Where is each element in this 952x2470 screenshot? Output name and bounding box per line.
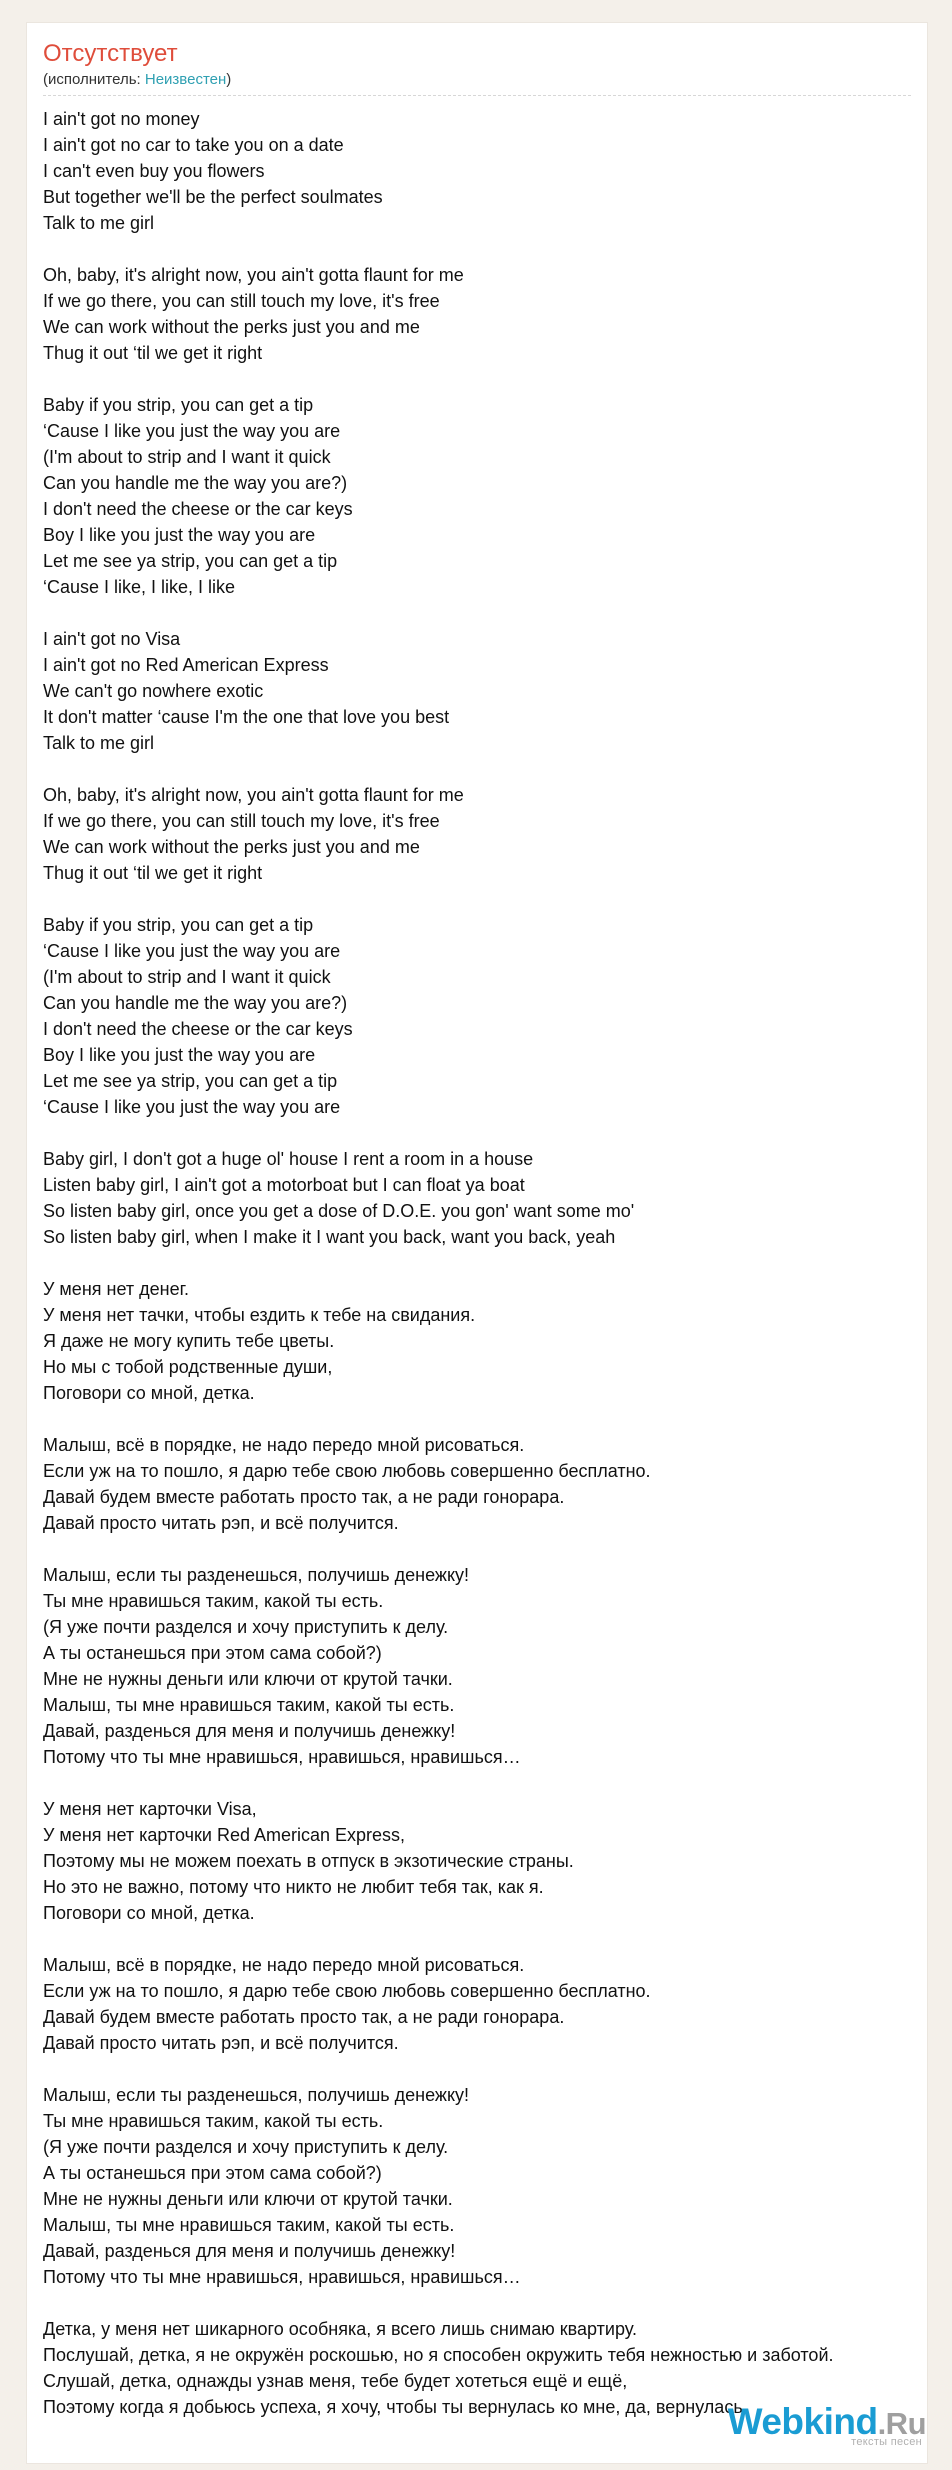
lyric-line: Малыш, если ты разденешься, получишь денежку! <box>43 1565 470 1585</box>
lyric-line: Boy I like you just the way you are <box>43 525 316 545</box>
lyric-line: Потому что ты мне нравишься, нравишься, нравишься… <box>43 2267 521 2287</box>
header-divider <box>43 95 911 96</box>
lyric-line: Поговори со мной, детка. <box>43 1903 255 1923</box>
lyric-line: Baby if you strip, you can get a tip <box>43 395 314 415</box>
lyric-stanza-break <box>43 1250 925 1276</box>
lyric-line: It don't matter ‘cause I'm the one that love you best <box>43 707 450 727</box>
lyric-line: Но мы с тобой родственные души, <box>43 1357 333 1377</box>
artist-link[interactable]: Неизвестен <box>144 71 227 88</box>
lyric-line: (Я уже почти разделся и хочу приступить к делу. <box>43 2137 449 2157</box>
lyric-line: ‘Cause I like you just the way you are <box>43 941 341 961</box>
lyric-line: Слушай, детка, однажды узнав меня, тебе будет хотеться ещё и ещё, <box>43 2371 628 2391</box>
artist-suffix: ) <box>226 71 232 88</box>
webkind-logo[interactable] <box>727 2401 926 2448</box>
lyric-line: А ты останешься при этом сама собой?) <box>43 1643 382 1663</box>
lyric-line: If we go there, you can still touch my love, it's free <box>43 291 440 311</box>
lyric-line: (I'm about to strip and I want it quick <box>43 447 331 467</box>
logo-part-kind: kind <box>803 2401 878 2442</box>
lyric-line: (Я уже почти разделся и хочу приступить к делу. <box>43 1617 449 1637</box>
lyric-line: Can you handle me the way you are?) <box>43 473 348 493</box>
lyric-stanza-break <box>43 1406 925 1432</box>
song-header <box>43 39 911 89</box>
lyric-line: Can you handle me the way you are?) <box>43 993 348 1013</box>
lyric-stanza-break <box>43 2056 925 2082</box>
lyric-stanza-break <box>43 886 925 912</box>
lyric-line: ‘Cause I like you just the way you are <box>43 1097 341 1117</box>
lyric-line: Thug it out ‘til we get it right <box>43 343 263 363</box>
lyrics-card <box>26 22 928 2464</box>
lyric-line: Мне не нужны деньги или ключи от крутой тачки. <box>43 2189 453 2209</box>
lyric-line: We can work without the perks just you and me <box>43 837 420 857</box>
lyric-line: Малыш, всё в порядке, не надо передо мной рисоваться. <box>43 1955 525 1975</box>
lyric-stanza-break <box>43 1770 925 1796</box>
lyric-line: I ain't got no Red American Express <box>43 655 329 675</box>
lyric-line: We can't go nowhere exotic <box>43 681 264 701</box>
song-title: Отсутствует <box>43 40 178 67</box>
lyric-stanza-break <box>43 2290 925 2316</box>
lyric-stanza-break <box>43 600 925 626</box>
lyric-line: У меня нет тачки, чтобы ездить к тебе на свидания. <box>43 1305 476 1325</box>
lyric-line: Детка, у меня нет шикарного особняка, я всего лишь снимаю квартиру. <box>43 2319 637 2339</box>
lyric-line: Talk to me girl <box>43 213 155 233</box>
lyric-stanza-break <box>43 756 925 782</box>
lyric-line: Ты мне нравишься таким, какой ты есть. <box>43 2111 384 2131</box>
lyric-line: У меня нет денег. <box>43 1279 189 1299</box>
lyric-line: Давай будем вместе работать просто так, а не ради гонорара. <box>43 2007 565 2027</box>
lyric-line: Я даже не могу купить тебе цветы. <box>43 1331 335 1351</box>
artist-prefix: (исполнитель: <box>43 71 145 88</box>
lyric-line: У меня нет карточки Red American Express, <box>43 1825 406 1845</box>
lyric-line: А ты останешься при этом сама собой?) <box>43 2163 382 2183</box>
lyric-line: Talk to me girl <box>43 733 155 753</box>
lyric-line: But together we'll be the perfect soulmates <box>43 187 383 207</box>
lyric-line: Если уж на то пошло, я дарю тебе свою любовь совершенно бесплатно. <box>43 1461 651 1481</box>
lyric-line: Малыш, ты мне нравишься таким, какой ты есть. <box>43 2215 455 2235</box>
lyric-line: So listen baby girl, when I make it I want you back, want you back, yeah <box>43 1227 616 1247</box>
lyric-stanza-break <box>43 1536 925 1562</box>
lyric-stanza-break <box>43 366 925 392</box>
lyric-stanza-break <box>43 1120 925 1146</box>
lyrics-text <box>43 106 925 2420</box>
lyric-line: Baby girl, I don't got a huge ol' house I rent a room in a house <box>43 1149 534 1169</box>
lyric-line: Мне не нужны деньги или ключи от крутой тачки. <box>43 1669 453 1689</box>
lyric-line: Поэтому мы не можем поехать в отпуск в экзотические страны. <box>43 1851 574 1871</box>
lyric-line: If we go there, you can still touch my love, it's free <box>43 811 440 831</box>
lyric-line: Малыш, ты мне нравишься таким, какой ты есть. <box>43 1695 455 1715</box>
lyric-line: I ain't got no money <box>43 109 200 129</box>
logo-subtitle: тексты песен <box>851 2436 922 2448</box>
lyric-line: Ты мне нравишься таким, какой ты есть. <box>43 1591 384 1611</box>
lyric-line: I ain't got no Visa <box>43 629 181 649</box>
lyric-line: Давай, разденься для меня и получишь денежку! <box>43 2241 456 2261</box>
lyric-line: Oh, baby, it's alright now, you ain't gotta flaunt for me <box>43 265 464 285</box>
logo-part-ru: .Ru <box>877 2406 926 2441</box>
lyric-stanza-break <box>43 1926 925 1952</box>
lyric-line: Малыш, всё в порядке, не надо передо мной рисоваться. <box>43 1435 525 1455</box>
lyric-line: We can work without the perks just you and me <box>43 317 420 337</box>
lyric-line: (I'm about to strip and I want it quick <box>43 967 331 987</box>
lyric-line: Let me see ya strip, you can get a tip <box>43 551 338 571</box>
lyric-line: Listen baby girl, I ain't got a motorboat but I can float ya boat <box>43 1175 525 1195</box>
lyric-line: Давай просто читать рэп, и всё получится. <box>43 2033 399 2053</box>
lyric-line: У меня нет карточки Visa, <box>43 1799 257 1819</box>
lyric-line: I ain't got no car to take you on a date <box>43 135 344 155</box>
lyric-line: Потому что ты мне нравишься, нравишься, нравишься… <box>43 1747 521 1767</box>
lyric-line: Поговори со мной, детка. <box>43 1383 255 1403</box>
lyric-line: ‘Cause I like, I like, I like <box>43 577 236 597</box>
lyric-line: I can't even buy you flowers <box>43 161 265 181</box>
logo-part-web: Web <box>727 2401 804 2442</box>
lyric-line: Поэтому когда я добьюсь успеха, я хочу, чтобы ты вернулась ко мне, да, вернулась. <box>43 2397 748 2417</box>
lyric-line: Послушай, детка, я не окружён роскошью, но я способен окружить тебя нежностью и заботой. <box>43 2345 834 2365</box>
lyric-line: I don't need the cheese or the car keys <box>43 499 353 519</box>
lyric-line: Thug it out ‘til we get it right <box>43 863 263 883</box>
lyric-stanza-break <box>43 236 925 262</box>
lyric-line: Но это не важно, потому что никто не любит тебя так, как я. <box>43 1877 544 1897</box>
lyric-line: So listen baby girl, once you get a dose of D.O.E. you gon' want some mo' <box>43 1201 635 1221</box>
lyric-line: I don't need the cheese or the car keys <box>43 1019 353 1039</box>
lyric-line: Малыш, если ты разденешься, получишь денежку! <box>43 2085 470 2105</box>
lyric-line: ‘Cause I like you just the way you are <box>43 421 341 441</box>
lyric-line: Давай будем вместе работать просто так, а не ради гонорара. <box>43 1487 565 1507</box>
lyric-line: Давай, разденься для меня и получишь денежку! <box>43 1721 456 1741</box>
artist-line <box>43 71 911 89</box>
lyric-line: Если уж на то пошло, я дарю тебе свою любовь совершенно бесплатно. <box>43 1981 651 2001</box>
lyric-line: Let me see ya strip, you can get a tip <box>43 1071 338 1091</box>
lyric-line: Boy I like you just the way you are <box>43 1045 316 1065</box>
lyric-line: Давай просто читать рэп, и всё получится. <box>43 1513 399 1533</box>
lyric-line: Oh, baby, it's alright now, you ain't gotta flaunt for me <box>43 785 464 805</box>
lyric-line: Baby if you strip, you can get a tip <box>43 915 314 935</box>
